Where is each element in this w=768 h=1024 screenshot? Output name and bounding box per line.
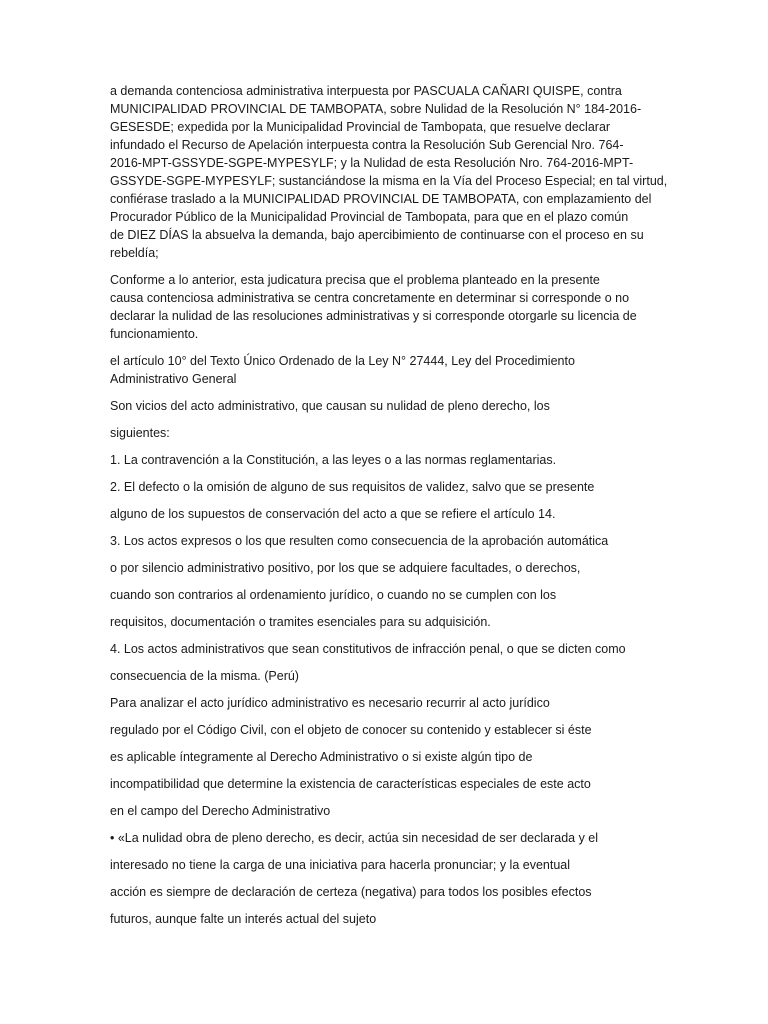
bullet-item: • «La nulidad obra de pleno derecho, es decir, actúa sin necesidad de ser declarada y el xyxy=(110,831,599,845)
text-line: 2016-MPT-GSSYDE-SGPE-MYPESYLF; y la Nulidad de esta Resolución Nro. 764-2016-MPT- xyxy=(110,156,634,170)
document-body xyxy=(110,82,668,937)
text-line: funcionamiento. xyxy=(110,327,199,341)
list-item: 3. Los actos expresos o los que resulten como consecuencia de la aprobación automática xyxy=(110,534,609,548)
text-line: GSSYDE-SGPE-MYPESYLF; sustanciándose la misma en la Vía del Proceso Especial; en tal virtud, xyxy=(110,174,668,188)
text-line: siguientes: xyxy=(110,426,170,440)
text-line: Procurador Público de la Municipalidad Provincial de Tambopata, para que en el plazo común xyxy=(110,210,629,224)
text-line: Para analizar el acto jurídico administrativo es necesario recurrir al acto jurídico xyxy=(110,696,550,710)
text-line: MUNICIPALIDAD PROVINCIAL DE TAMBOPATA, sobre Nulidad de la Resolución N° 184-2016- xyxy=(110,102,642,116)
text-line: Conforme a lo anterior, esta judicatura precisa que el problema planteado en la presente xyxy=(110,273,600,287)
text-line: rebeldía; xyxy=(110,246,159,260)
text-line: en el campo del Derecho Administrativo xyxy=(110,804,331,818)
text-line: de DIEZ DÍAS la absuelva la demanda, bajo apercibimiento de continuarse con el proceso en su xyxy=(110,228,644,242)
text-line: Son vicios del acto administrativo, que causan su nulidad de pleno derecho, los xyxy=(110,399,550,413)
text-line: o por silencio administrativo positivo, por los que se adquiere facultades, o derechos, xyxy=(110,561,581,575)
text-line: requisitos, documentación o tramites esenciales para su adquisición. xyxy=(110,615,491,629)
text-line: causa contenciosa administrativa se centra concretamente en determinar si corresponde o no xyxy=(110,291,630,305)
list-item: 4. Los actos administrativos que sean constitutivos de infracción penal, o que se dicten como xyxy=(110,642,626,656)
text-line: es aplicable íntegramente al Derecho Administrativo o si existe algún tipo de xyxy=(110,750,533,764)
text-line: consecuencia de la misma. (Perú) xyxy=(110,669,299,683)
text-line: a demanda contenciosa administrativa interpuesta por PASCUALA CAÑARI QUISPE, contra xyxy=(110,84,622,98)
list-item: 2. El defecto o la omisión de alguno de sus requisitos de validez, salvo que se presente xyxy=(110,480,595,494)
text-line: GESESDE; expedida por la Municipalidad Provincial de Tambopata, que resuelve declarar xyxy=(110,120,611,134)
paragraph-demanda xyxy=(110,82,668,262)
text-line: alguno de los supuestos de conservación del acto a que se refiere el artículo 14. xyxy=(110,507,556,521)
text-line: cuando son contrarios al ordenamiento jurídico, o cuando no se cumplen con los xyxy=(110,588,557,602)
text-line: declarar la nulidad de las resoluciones administrativas y si corresponde otorgarle su licencia de xyxy=(110,309,637,323)
text-line: incompatibilidad que determine la existencia de características especiales de este acto xyxy=(110,777,591,791)
text-line: confiérase traslado a la MUNICIPALIDAD PROVINCIAL DE TAMBOPATA, con emplazamiento del xyxy=(110,192,652,206)
paragraph-articulo xyxy=(110,352,660,388)
text-line: acción es siempre de declaración de certeza (negativa) para todos los posibles efectos xyxy=(110,885,592,899)
text-line: Administrativo General xyxy=(110,372,237,386)
text-line: regulado por el Código Civil, con el objeto de conocer su contenido y establecer si éste xyxy=(110,723,592,737)
list-item: 1. La contravención a la Constitución, a las leyes o a las normas reglamentarias. xyxy=(110,453,557,467)
wide-spaced-section xyxy=(110,397,660,928)
paragraph-conforme xyxy=(110,271,660,343)
text-line: el artículo 10° del Texto Único Ordenado de la Ley N° 27444, Ley del Procedimiento xyxy=(110,354,575,368)
text-line: infundado el Recurso de Apelación interpuesta contra la Resolución Sub Gerencial Nro. 764- xyxy=(110,138,624,152)
text-line: interesado no tiene la carga de una iniciativa para hacerla pronunciar; y la eventual xyxy=(110,858,571,872)
text-line: futuros, aunque falte un interés actual del sujeto xyxy=(110,912,377,926)
